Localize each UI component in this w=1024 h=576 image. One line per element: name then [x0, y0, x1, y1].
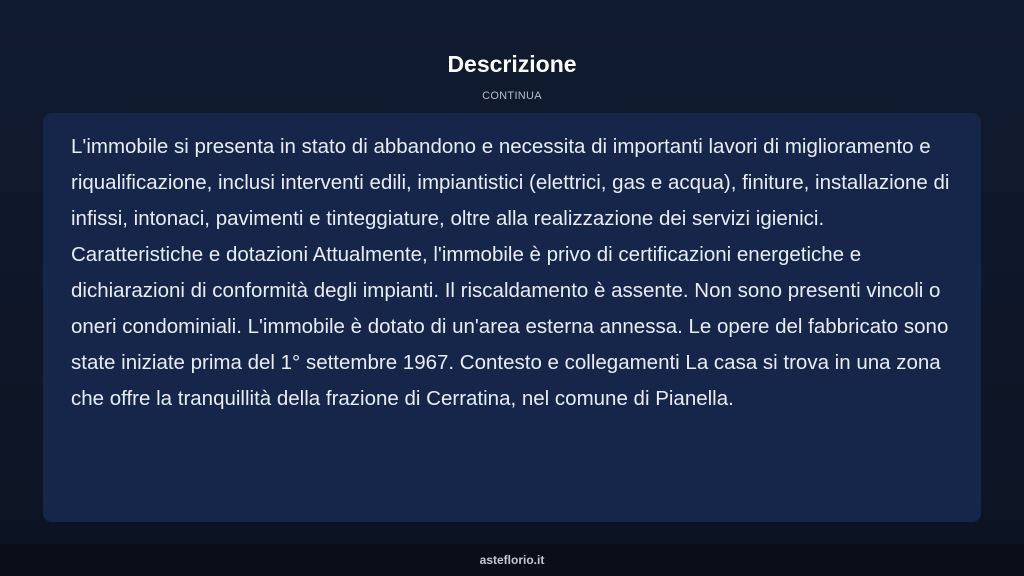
footer-bar [0, 544, 1024, 576]
description-card [43, 113, 981, 522]
description-text: L'immobile si presenta in stato di abbandono e necessita di importanti lavori di miglioramento e riqualificazione, inclusi interventi edili, impiantistici (elettrici, gas e acqua), finiture, installazione di infissi, intonaci, pavimenti e tinteggiature, oltre alla realizzazione dei servizi igienici. Caratteristiche e dotazioni Attualmente, l'immobile è privo di certificazioni energetiche e dichiarazioni di conformità degli impianti. Il riscaldamento è assente. Non sono presenti vincoli o oneri condominiali. L'immobile è dotato di un'area esterna annessa. Le opere del fabbricato sono state iniziate prima del 1° settembre 1967. Contesto e collegamenti La casa si trova in una zona che offre la tranquillità della frazione di Cerratina, nel comune di Pianella. [71, 135, 950, 410]
site-name: asteflorio.it [479, 553, 545, 567]
page-title: Descrizione [447, 51, 577, 77]
continua-label[interactable]: CONTINUA [482, 90, 542, 102]
